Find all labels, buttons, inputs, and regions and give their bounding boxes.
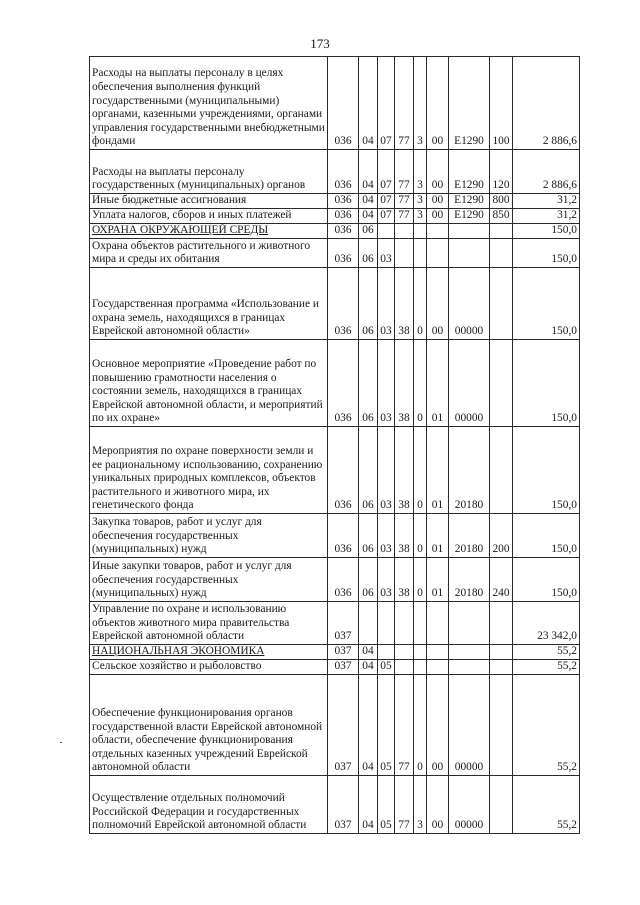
event-code-cell: 00	[427, 194, 449, 209]
amount-cell: 2 886,6	[513, 150, 580, 194]
subsection-code-cell: 03	[378, 427, 395, 514]
table-row	[90, 239, 580, 268]
page-number: 173	[310, 36, 330, 51]
subprogram-code-cell: 0	[414, 268, 427, 340]
subprogram-code-cell: 0	[414, 340, 427, 427]
table-row	[90, 675, 580, 776]
subprogram-code-cell: 3	[414, 209, 427, 224]
expense-name: НАЦИОНАЛЬНАЯ ЭКОНОМИКА	[92, 645, 265, 658]
expense-type-code-cell: 200	[490, 514, 513, 558]
subsection-code-cell: 07	[378, 194, 395, 209]
table-row	[90, 224, 580, 239]
department-code-cell: 037	[328, 660, 359, 675]
subsection-code-cell: 07	[378, 209, 395, 224]
table-row	[90, 150, 580, 194]
subsection-code-cell: 03	[378, 239, 395, 268]
department-code-cell: 036	[328, 340, 359, 427]
table-row	[90, 194, 580, 209]
department-code-cell: 037	[328, 675, 359, 776]
subsection-code-cell: 05	[378, 675, 395, 776]
expense-type-code-cell	[490, 645, 513, 660]
expense-name: Государственная программа «Использование и охрана земель, находящихся в границах Еврейской автономной области»	[92, 298, 319, 338]
amount-cell: 150,0	[513, 340, 580, 427]
expense-type-code-cell	[490, 776, 513, 834]
table-row	[90, 602, 580, 645]
event-code-cell: 00	[427, 776, 449, 834]
direction-code-cell: Е1290	[449, 57, 490, 150]
subprogram-code-cell: 3	[414, 57, 427, 150]
expense-name: Мероприятия по охране поверхности земли и ее рациональному использованию, сохранению уникальных природных комплексов, объектов растительного и животного мира, их генетического фонда	[92, 445, 323, 512]
direction-code-cell: 00000	[449, 268, 490, 340]
program-code-cell	[395, 224, 414, 239]
table-row	[90, 268, 580, 340]
amount-cell: 23 342,0	[513, 602, 580, 645]
subsection-code-cell	[378, 602, 395, 645]
expense-name: Сельское хозяйство и рыболовство	[92, 660, 262, 673]
direction-code-cell	[449, 660, 490, 675]
expense-name-cell	[90, 194, 328, 209]
expense-name: Иные закупки товаров, работ и услуг для обеспечения государственных (муниципальных) нужд	[92, 560, 292, 600]
expense-name: Основное мероприятие «Проведение работ по повышению грамотности населения о состоянии земель, находящихся в границах Еврейской автономной области, и мероприятий по их охране»	[92, 358, 323, 425]
subsection-code-cell: 07	[378, 57, 395, 150]
program-code-cell: 77	[395, 776, 414, 834]
amount-cell: 31,2	[513, 209, 580, 224]
expense-type-code-cell: 240	[490, 558, 513, 602]
program-code-cell	[395, 602, 414, 645]
table-row	[90, 427, 580, 514]
event-code-cell: 00	[427, 209, 449, 224]
expense-name: Расходы на выплаты персоналу государственных (муниципальных) органов	[92, 165, 306, 192]
subprogram-code-cell: 0	[414, 514, 427, 558]
direction-code-cell: 00000	[449, 340, 490, 427]
amount-cell: 150,0	[513, 239, 580, 268]
event-code-cell	[427, 602, 449, 645]
section-code-cell: 04	[359, 150, 378, 194]
event-code-cell	[427, 645, 449, 660]
department-code-cell: 036	[328, 57, 359, 150]
department-code-cell: 036	[328, 239, 359, 268]
subprogram-code-cell	[414, 239, 427, 268]
table-row	[90, 558, 580, 602]
amount-cell: 55,2	[513, 776, 580, 834]
subsection-code-cell: 03	[378, 558, 395, 602]
department-code-cell: 036	[328, 209, 359, 224]
expense-name: Осуществление отдельных полномочий Российской Федерации и государственных полномочий Еврейской автономной области	[92, 792, 307, 832]
direction-code-cell	[449, 224, 490, 239]
department-code-cell: 036	[328, 514, 359, 558]
program-code-cell: 38	[395, 340, 414, 427]
program-code-cell: 77	[395, 57, 414, 150]
expense-name-cell	[90, 57, 328, 150]
expense-type-code-cell	[490, 602, 513, 645]
table-row	[90, 776, 580, 834]
expense-name: Охрана объектов растительного и животного мира и среды их обитания	[92, 239, 311, 266]
subsection-code-cell	[378, 224, 395, 239]
amount-cell: 2 886,6	[513, 57, 580, 150]
amount-cell: 150,0	[513, 224, 580, 239]
subsection-code-cell: 05	[378, 776, 395, 834]
section-code-cell: 04	[359, 57, 378, 150]
subprogram-code-cell: 0	[414, 558, 427, 602]
event-code-cell: 01	[427, 514, 449, 558]
department-code-cell: 036	[328, 150, 359, 194]
scan-artifact	[60, 742, 62, 743]
table-row	[90, 57, 580, 150]
direction-code-cell: 20180	[449, 427, 490, 514]
direction-code-cell: Е1290	[449, 209, 490, 224]
expense-name-cell	[90, 675, 328, 776]
expense-type-code-cell: 800	[490, 194, 513, 209]
expense-type-code-cell	[490, 427, 513, 514]
expense-name-cell	[90, 514, 328, 558]
department-code-cell: 037	[328, 776, 359, 834]
expense-type-code-cell: 120	[490, 150, 513, 194]
event-code-cell	[427, 660, 449, 675]
subprogram-code-cell: 0	[414, 427, 427, 514]
program-code-cell: 77	[395, 209, 414, 224]
amount-cell: 55,2	[513, 645, 580, 660]
section-code-cell: 04	[359, 675, 378, 776]
direction-code-cell: 20180	[449, 514, 490, 558]
expense-type-code-cell	[490, 660, 513, 675]
program-code-cell: 77	[395, 150, 414, 194]
subsection-code-cell: 03	[378, 268, 395, 340]
subprogram-code-cell: 3	[414, 194, 427, 209]
section-code-cell: 04	[359, 645, 378, 660]
expense-name-cell	[90, 660, 328, 675]
expense-type-code-cell: 850	[490, 209, 513, 224]
subsection-code-cell: 05	[378, 660, 395, 675]
amount-cell: 150,0	[513, 427, 580, 514]
direction-code-cell: 20180	[449, 558, 490, 602]
subprogram-code-cell	[414, 224, 427, 239]
expense-name-cell	[90, 340, 328, 427]
expense-name: Уплата налогов, сборов и иных платежей	[92, 209, 292, 222]
section-code-cell: 04	[359, 194, 378, 209]
subsection-code-cell	[378, 645, 395, 660]
department-code-cell: 037	[328, 645, 359, 660]
event-code-cell: 01	[427, 340, 449, 427]
subprogram-code-cell: 3	[414, 776, 427, 834]
expense-name-cell	[90, 239, 328, 268]
expense-name: Закупка товаров, работ и услуг для обеспечения государственных (муниципальных) нужд	[92, 516, 262, 556]
subprogram-code-cell: 3	[414, 150, 427, 194]
subprogram-code-cell	[414, 602, 427, 645]
section-code-cell: 06	[359, 427, 378, 514]
program-code-cell	[395, 660, 414, 675]
event-code-cell	[427, 239, 449, 268]
direction-code-cell	[449, 239, 490, 268]
department-code-cell: 036	[328, 194, 359, 209]
subprogram-code-cell	[414, 645, 427, 660]
department-code-cell: 036	[328, 427, 359, 514]
department-code-cell: 037	[328, 602, 359, 645]
amount-cell: 55,2	[513, 660, 580, 675]
subprogram-code-cell: 0	[414, 675, 427, 776]
expense-name: Расходы на выплаты персоналу в целях обеспечения выполнения функций государственными (муниципальными) органами, казенными учреждениями, органами управления государственными внебюджетными фондами	[92, 67, 325, 148]
expense-name-cell	[90, 150, 328, 194]
table-row	[90, 209, 580, 224]
budget-table	[89, 56, 580, 834]
expense-name-cell	[90, 209, 328, 224]
expense-type-code-cell	[490, 268, 513, 340]
section-code-cell: 06	[359, 558, 378, 602]
expense-name: Обеспечение функционирования органов государственной власти Еврейской автономной области, обеспечение функционирования отдельных казенных учреждений Еврейской автономной области	[92, 707, 323, 774]
amount-cell: 31,2	[513, 194, 580, 209]
program-code-cell	[395, 645, 414, 660]
direction-code-cell: Е1290	[449, 194, 490, 209]
program-code-cell: 38	[395, 514, 414, 558]
subsection-code-cell: 03	[378, 340, 395, 427]
program-code-cell: 77	[395, 194, 414, 209]
department-code-cell: 036	[328, 268, 359, 340]
subprogram-code-cell	[414, 660, 427, 675]
program-code-cell	[395, 239, 414, 268]
section-code-cell: 06	[359, 514, 378, 558]
amount-cell: 150,0	[513, 268, 580, 340]
expense-name-cell	[90, 558, 328, 602]
expense-type-code-cell	[490, 239, 513, 268]
expense-name-cell	[90, 602, 328, 645]
department-code-cell: 036	[328, 558, 359, 602]
direction-code-cell: Е1290	[449, 150, 490, 194]
event-code-cell: 01	[427, 558, 449, 602]
expense-name-cell	[90, 224, 328, 239]
expense-type-code-cell: 100	[490, 57, 513, 150]
expense-type-code-cell	[490, 675, 513, 776]
section-code-cell: 04	[359, 209, 378, 224]
direction-code-cell: 00000	[449, 776, 490, 834]
event-code-cell: 00	[427, 150, 449, 194]
expense-name: Иные бюджетные ассигнования	[92, 194, 247, 207]
program-code-cell: 38	[395, 427, 414, 514]
program-code-cell: 38	[395, 268, 414, 340]
event-code-cell: 00	[427, 268, 449, 340]
direction-code-cell	[449, 645, 490, 660]
event-code-cell: 00	[427, 675, 449, 776]
event-code-cell: 01	[427, 427, 449, 514]
section-code-cell: 06	[359, 239, 378, 268]
section-code-cell: 06	[359, 268, 378, 340]
budget-table-body	[90, 57, 580, 834]
amount-cell: 150,0	[513, 514, 580, 558]
section-code-cell: 06	[359, 224, 378, 239]
section-code-cell	[359, 602, 378, 645]
amount-cell: 150,0	[513, 558, 580, 602]
amount-cell: 55,2	[513, 675, 580, 776]
expense-name: Управление по охране и использованию объектов животного мира правительства Еврейской автономной области	[92, 603, 290, 643]
program-code-cell: 38	[395, 558, 414, 602]
section-code-cell: 04	[359, 660, 378, 675]
section-code-cell: 06	[359, 340, 378, 427]
event-code-cell: 00	[427, 57, 449, 150]
department-code-cell: 036	[328, 224, 359, 239]
expense-name: ОХРАНА ОКРУЖАЮЩЕЙ СРЕДЫ	[92, 224, 269, 237]
table-row	[90, 340, 580, 427]
expense-name-cell	[90, 268, 328, 340]
expense-name-cell	[90, 427, 328, 514]
expense-name-cell	[90, 776, 328, 834]
subsection-code-cell: 07	[378, 150, 395, 194]
expense-name-cell	[90, 645, 328, 660]
direction-code-cell: 00000	[449, 675, 490, 776]
program-code-cell: 77	[395, 675, 414, 776]
table-row	[90, 645, 580, 660]
subsection-code-cell: 03	[378, 514, 395, 558]
table-row	[90, 514, 580, 558]
section-code-cell: 04	[359, 776, 378, 834]
table-row	[90, 660, 580, 675]
event-code-cell	[427, 224, 449, 239]
expense-type-code-cell	[490, 224, 513, 239]
direction-code-cell	[449, 602, 490, 645]
expense-type-code-cell	[490, 340, 513, 427]
